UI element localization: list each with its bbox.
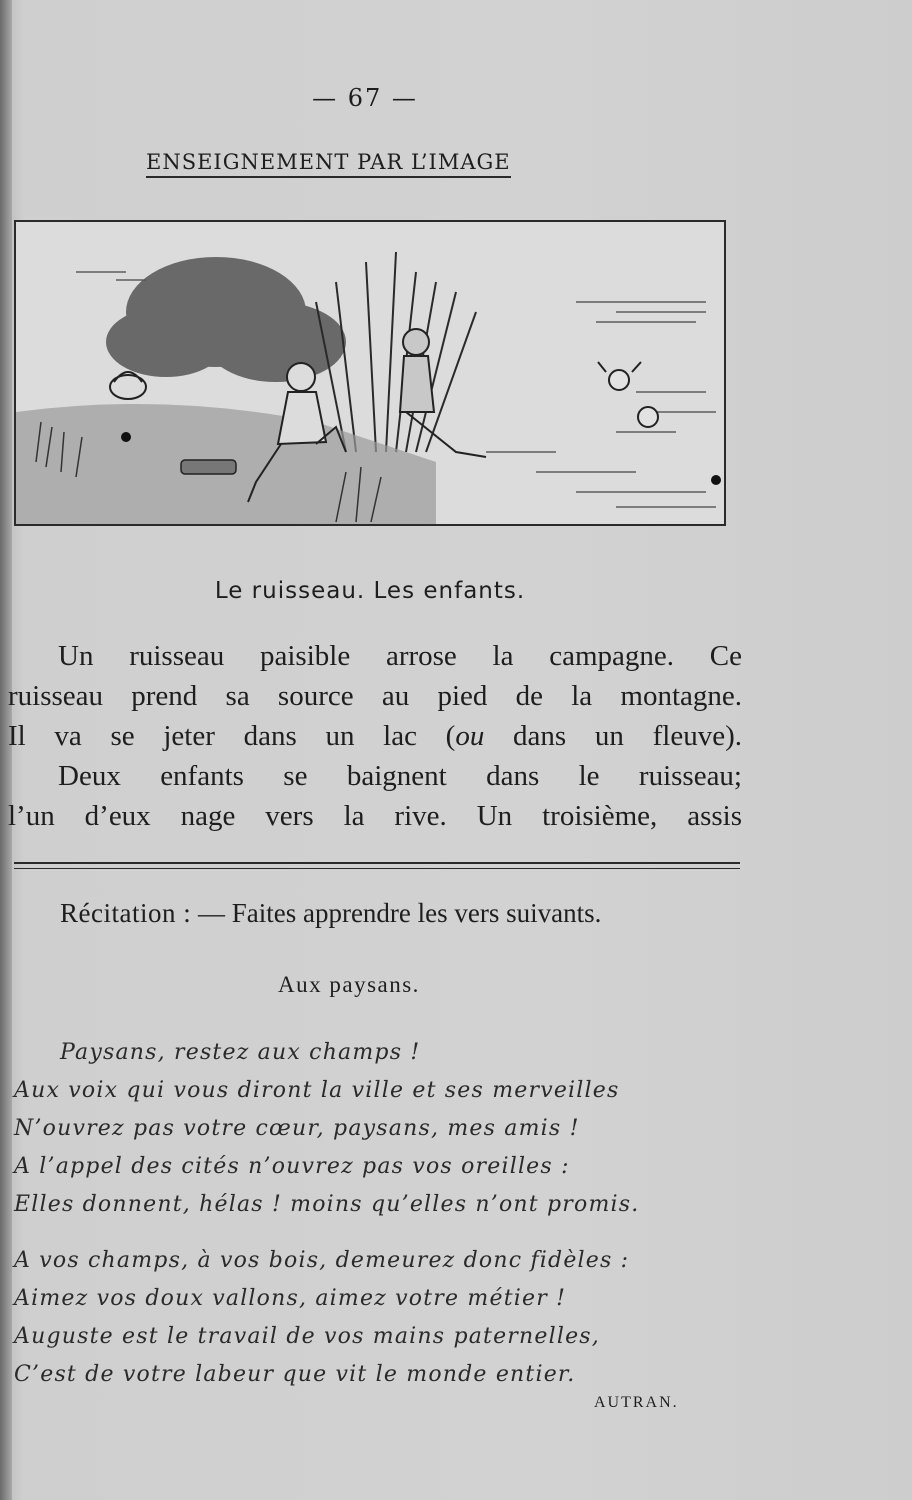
poem-author: AUTRAN. (594, 1394, 679, 1411)
lesson-title: Le ruisseau. Les enfants. (214, 578, 526, 604)
poem-stanza-1 (14, 1034, 750, 1224)
page-number: — 67 — (312, 84, 418, 112)
poem-line: N’ouvrez pas votre cœur, paysans, mes amis ! (14, 1116, 580, 1141)
poem-line: Aux voix qui vous diront la ville et ses merveilles (14, 1078, 620, 1103)
lesson-line: l’un d’eux nage vers la rive. Un troisième, assis (8, 800, 742, 832)
poem-line: A vos champs, à vos bois, demeurez donc fidèles : (14, 1248, 630, 1273)
illustration-engraving (14, 220, 726, 526)
lesson-line-start: Il va se jeter dans un lac ( (8, 720, 456, 752)
lesson-italic-word: ou (455, 720, 485, 752)
poem-line: Auguste est le travail de vos mains paternelles, (14, 1324, 600, 1349)
recitation-instruction (60, 898, 742, 929)
lesson-line: Deux enfants se baignent dans le ruisseau; (58, 760, 742, 792)
poem-line: Aimez vos doux vallons, aimez votre métier ! (14, 1286, 567, 1311)
recitation-text: — Faites apprendre les vers suivants. (191, 898, 602, 928)
recitation-label: Récitation : (60, 898, 192, 928)
lesson-line-end: dans un fleuve). (484, 720, 742, 752)
poem-line: A l’appel des cités n’ouvrez pas vos oreilles : (14, 1154, 570, 1179)
lesson-paragraph (8, 636, 742, 836)
poem-line: Paysans, restez aux champs ! (60, 1040, 421, 1065)
engraving-drawing (16, 222, 724, 524)
lesson-line: Un ruisseau paisible arrose la campagne. Ce (58, 640, 742, 672)
lesson-line (8, 716, 742, 756)
poem-line: Elles donnent, hélas ! moins qu’elles n’ont promis. (14, 1192, 640, 1217)
poem-title: Aux paysans. (278, 972, 420, 997)
lesson-line: ruisseau prend sa source au pied de la montagne. (8, 680, 742, 712)
section-divider (14, 862, 740, 869)
section-heading: ENSEIGNEMENT PAR L’IMAGE (146, 150, 511, 178)
poem-line: C’est de votre labeur que vit le monde entier. (14, 1362, 576, 1387)
poem-stanza-2 (14, 1242, 750, 1394)
